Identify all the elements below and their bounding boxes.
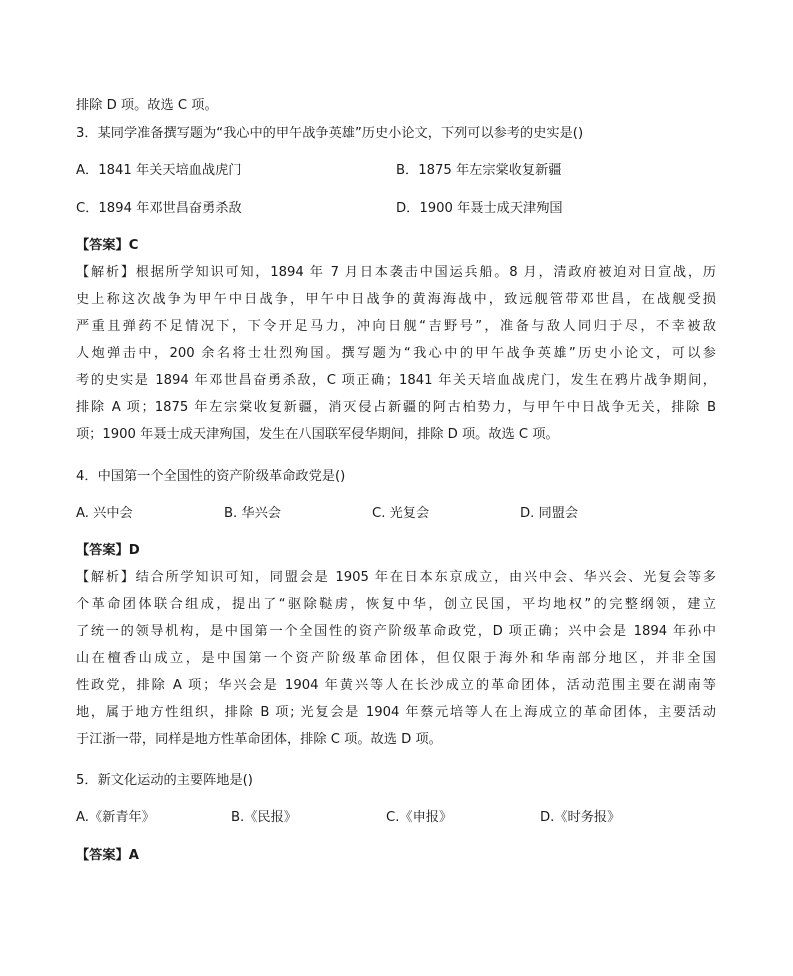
question-3-analysis-line: 人炮弹击中，200 余名将士壮烈殉国。撰写题为“我心中的甲午战争英雄”历史小论文，可以参 [76,346,716,361]
previous-answer-tail: 排除 D 项。故选 C 项。 [76,98,218,113]
question-5-answer: 【答案】A [76,848,139,863]
question-4-analysis-line: 于江浙一带，同样是地方性革命团体，排除 C 项。故选 D 项。 [76,732,442,747]
question-4-analysis-line: 山在檀香山成立，是中国第一个资产阶级革命团体，但仅限于海外和华南部分地区，并非全国 [76,651,716,666]
question-5-option-a: A.《新青年》 [76,810,155,825]
question-4-stem: 4．中国第一个全国性的资产阶级革命政党是() [76,469,346,484]
question-3-option-a: A．1841 年关天培血战虎门 [76,163,242,178]
question-4-analysis-line: 了统一的领导机构，是中国第一个全国性的资产阶级革命政党，D 项正确；兴中会是 1894 年孙中 [76,624,716,639]
question-5-option-d: D.《时务报》 [540,810,621,825]
question-3-stem: 3．某同学准备撰写题为“我心中的甲午战争英雄”历史小论文，下列可以参考的史实是() [76,126,584,141]
question-3-analysis-line: 项；1900 年聂士成天津殉国，发生在八国联军侵华期间，排除 D 项。故选 C 项。 [76,427,559,442]
question-5-option-b: B.《民报》 [231,810,297,825]
question-4-option-a: A. 兴中会 [76,506,133,521]
question-4-analysis-line: 个革命团体联合组成，提出了“驱除鞑虏，恢复中华，创立民国，平均地权”的完整纲领，建立 [76,597,716,612]
question-3-analysis-line: 史上称这次战争为甲午中日战争，甲午中日战争的黄海海战中，致远舰管带邓世昌，在战舰受损 [76,292,716,307]
question-4-analysis-line: 地，属于地方性组织，排除 B 项; 光复会是 1904 年蔡元培等人在上海成立的革命团体，主要活动 [76,705,716,720]
question-3-analysis-line: 排除 A 项；1875 年左宗棠收复新疆，消灭侵占新疆的阿古柏势力，与甲午中日战争无关，排除 B [76,400,716,415]
question-5-option-c: C.《申报》 [386,810,453,825]
question-5-stem: 5．新文化运动的主要阵地是() [76,773,253,788]
question-4-analysis-line: 【解析】结合所学知识可知，同盟会是 1905 年在日本东京成立，由兴中会、华兴会、光复会等多 [76,570,716,585]
question-3-answer: 【答案】C [76,238,139,253]
question-3-option-c: C．1894 年邓世昌奋勇杀敌 [76,201,242,216]
question-3-analysis-line: 严重且弹药不足情况下，下令开足马力，冲向日舰“吉野号”，准备与敌人同归于尽，不幸被敌 [76,319,716,334]
question-3-analysis-line: 考的史实是 1894 年邓世昌奋勇杀敌，C 项正确；1841 年关天培血战虎门，发生在鸦片战争期间， [76,373,716,388]
question-4-option-d: D. 同盟会 [520,506,579,521]
question-4-option-b: B. 华兴会 [224,506,281,521]
question-4-answer: 【答案】D [76,543,140,558]
question-3-analysis-line: 【解析】根据所学知识可知，1894 年 7 月日本袭击中国运兵船。8 月，清政府被迫对日宣战，历 [76,265,716,280]
question-3-option-d: D．1900 年聂士成天津殉国 [396,201,563,216]
question-3-option-b: B．1875 年左宗棠收复新疆 [396,163,562,178]
question-4-analysis-line: 性政党，排除 A 项；华兴会是 1904 年黄兴等人在长沙成立的革命团体，活动范围主要在湖南等 [76,678,716,693]
question-4-option-c: C. 光复会 [372,506,430,521]
